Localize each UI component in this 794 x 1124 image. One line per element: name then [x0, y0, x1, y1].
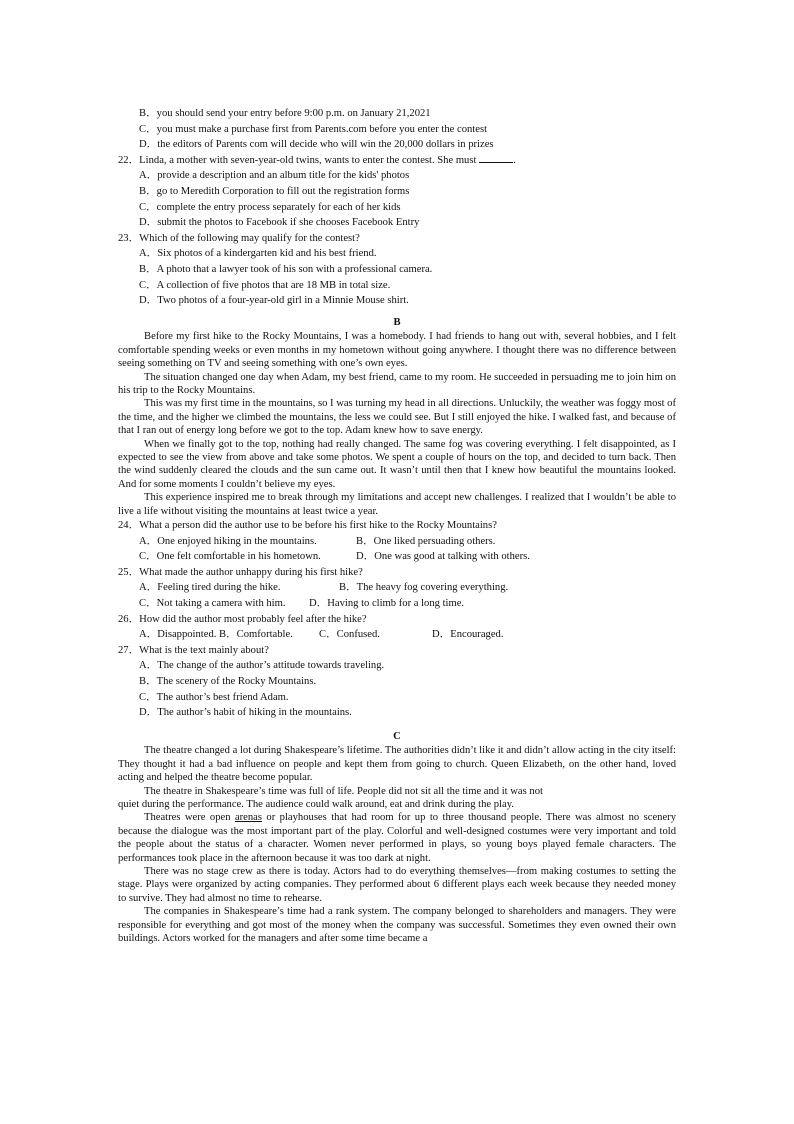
passage-c-paragraph-5: The companies in Shakespeare’s time had a rank system. The company belonged to shareholders and managers. They were responsible for everything and got most of the money when the company was successful. Sometimes they even owned their own buildings. Actors worked for the managers and after some time became a [118, 906, 676, 944]
q23-option-a: A．Six photos of a kindergarten kid and his best friend. [139, 248, 377, 260]
answer-blank [479, 153, 513, 163]
section-c-heading: C [393, 730, 401, 742]
q25-option-d: D．Having to climb for a long time. [309, 597, 465, 609]
p3-text-before: Theatres were open [144, 812, 235, 824]
q27-stem: 27．What is the text mainly about? [118, 644, 269, 656]
q27-option-a: A．The change of the author’s attitude towards traveling. [139, 660, 385, 672]
q26-option-c: C．Confused. [319, 629, 380, 641]
q27-option-d: D．The author’s habit of hiking in the mountains. [139, 707, 352, 719]
underlined-word-arenas: arenas [234, 812, 262, 824]
exam-page [118, 106, 676, 945]
section-b-heading: B [393, 316, 401, 328]
q24-option-b: B．One liked persuading others. [356, 535, 496, 547]
q22-stem-suffix: . [513, 154, 516, 166]
q23-option-c: C．A collection of five photos that are 18 MB in total size. [139, 279, 391, 291]
q22-option-b: B．go to Meredith Corporation to fill out the registration forms [139, 185, 410, 197]
q24-option-a: A．One enjoyed hiking in the mountains. [139, 535, 317, 547]
q21-option-c: C．you must make a purchase first from Parents.com before you enter the contest [139, 123, 488, 135]
q25-option-c: C．Not taking a camera with him. [139, 597, 286, 609]
q25-option-b: B．The heavy fog covering everything. [339, 582, 509, 594]
q26-option-d: D．Encouraged. [432, 629, 504, 641]
passage-b-paragraph-2: The situation changed one day when Adam, my best friend, came to my room. He succeeded in persuading me to join him on his trip to the Rocky Mountains. [118, 371, 676, 396]
q25-stem: 25．What made the author unhappy during his first hike? [118, 566, 363, 578]
passage-c-paragraph-4: There was no stage crew as there is today. Actors had to do everything themselves—from making costumes to setting the stage. Plays were organized by acting companies. They performed about 6 different plays each week because they needed money to survive. They had almost no time to rehearse. [118, 865, 676, 904]
q24-option-c: C．One felt comfortable in his hometown. [139, 551, 321, 563]
q24-option-d: D．One was good at talking with others. [356, 551, 530, 563]
q22-option-c: C．complete the entry process separately for each of her kids [139, 201, 401, 213]
q26-stem: 26．How did the author most probably feel after the hike? [118, 613, 367, 625]
passage-b-paragraph-5: This experience inspired me to break through my limitations and accept new challenges. I realized that I wouldn’t be able to live a life without visiting the mountains at least twice a year. [118, 492, 676, 517]
q21-option-d: D．the editors of Parents com will decide who will win the 20,000 dollars in prizes [139, 139, 494, 151]
q23-option-b: B．A photo that a lawyer took of his son with a professional camera. [139, 263, 433, 275]
q23-stem: 23．Which of the following may qualify for the contest? [118, 232, 360, 244]
q25-option-a: A．Feeling tired during the hike. [139, 582, 281, 594]
q22-stem-line [118, 153, 676, 169]
q27-option-b: B．The scenery of the Rocky Mountains. [139, 675, 317, 687]
q27-option-c: C．The author’s best friend Adam. [139, 691, 289, 703]
q22-option-a: A．provide a description and an album title for the kids' photos [139, 170, 410, 182]
q25-options-row-1 [118, 580, 676, 596]
q25-options-row-2 [118, 596, 676, 612]
q22-option-d: D．submit the photos to Facebook if she chooses Facebook Entry [139, 217, 420, 229]
passage-c-paragraph-2-line-2: quiet during the performance. The audience could walk around, eat and drink during the play. [118, 798, 514, 810]
q21-option-b: B．you should send your entry before 9:00 p.m. on January 21,2021 [139, 108, 431, 119]
passage-b-paragraph-3: This was my first time in the mountains, so I was turning my head in all directions. Unluckily, the weather was foggy most of the time, and the higher we climbed the mountains, the less we could see. But I still enjoyed the hike. I walked fast, and because of that I ran out of energy long before we got to the top. Adam knew how to save energy. [118, 398, 676, 437]
passage-c-paragraph-2-line-1: The theatre in Shakespeare’s time was full of life. People did not sit all the time and it was not [144, 785, 543, 797]
q24-stem: 24．What a person did the author use to be before his first hike to the Rocky Mountains? [118, 520, 497, 531]
q26-option-b: B．Comfortable. [219, 629, 293, 641]
passage-b-paragraph-4: When we finally got to the top, nothing had really changed. The same fog was covering everything. I felt disappointed, as I expected to see the view from above and take some photos. We spent a couple of hours on the top, and decided to turn back. Then the wind suddenly cleared the clouds and the sun came out. It wasn’t until then that I knew how beautiful the mountains looked. And for some moments I couldn’t believe my eyes. [118, 438, 676, 490]
q24-options-row-2 [118, 549, 676, 565]
q26-options-row [118, 627, 676, 643]
passage-c-paragraph-1: The theatre changed a lot during Shakespeare’s lifetime. The authorities didn’t like it and didn’t allow acting in the city itself: They thought it had a bad influence on people and kept them from going to church. Queen Elizabeth, on the other hand, loved acting and helped the theatre become popular. [118, 745, 676, 784]
q24-options-row-1 [118, 534, 676, 550]
q26-option-a: A．Disappointed. [139, 629, 217, 641]
passage-c-paragraph-3 [118, 811, 676, 865]
q22-stem: 22．Linda, a mother with seven-year-old twins, wants to enter the contest. She must [118, 154, 477, 166]
p3-text-after: or playhouses that had room for up to three thousand people. There was almost no scenery because the dialogue was the most important part of the play. Colorful and well-designed costumes were very important and told the people about the status of a character. Women never performed in plays, so young boys played female characters. The performances took place in the afternoon because it was too dark at night. [118, 812, 676, 864]
passage-b-paragraph-1: Before my first hike to the Rocky Mountains, I was a homebody. I had friends to hang out with, several hobbies, and I felt comfortable spending weeks or even months in my hometown without going anywhere. I thought there was no difference between seeing something on TV and seeing something with one’s own eyes. [118, 331, 676, 370]
q23-option-d: D．Two photos of a four-year-old girl in a Minnie Mouse shirt. [139, 295, 409, 307]
